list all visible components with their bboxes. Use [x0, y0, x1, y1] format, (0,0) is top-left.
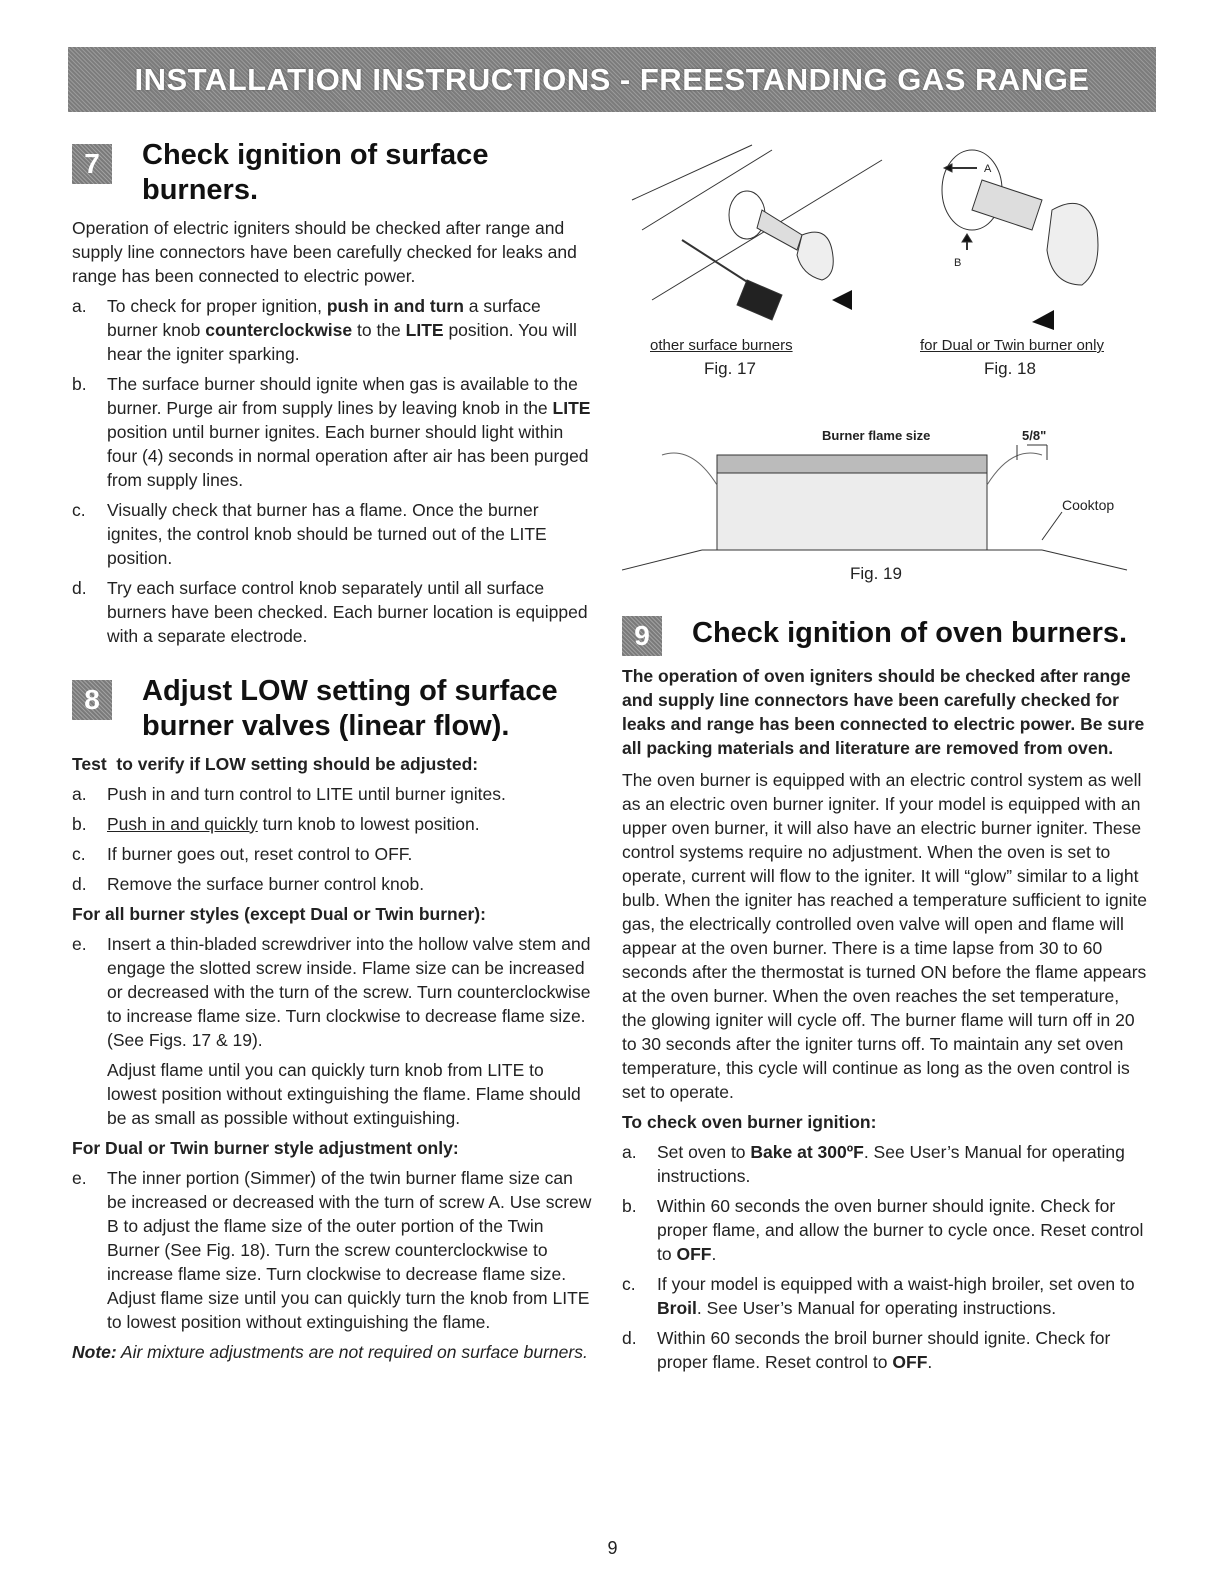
- all-burners-heading: For all burner styles (except Dual or Twin burner):: [72, 904, 486, 924]
- item-text: [657, 1326, 1147, 1374]
- bold-run: LITE: [405, 320, 444, 340]
- item-label: c.: [72, 500, 86, 520]
- item-text: If burner goes out, reset control to OFF.: [107, 844, 413, 864]
- text-run: Set oven to: [657, 1142, 751, 1162]
- oven-item-b: [622, 1194, 1147, 1266]
- oven-item-c: [622, 1272, 1147, 1320]
- section-8-heading: [72, 674, 592, 744]
- oven-item-d: [622, 1326, 1147, 1374]
- text-run: .: [927, 1352, 933, 1372]
- fig-17-caption: Fig. 17: [704, 359, 756, 378]
- text-run: The surface burner should ignite when gas is available to the burner. Purge air from supply lines by leaving knob in the: [107, 374, 578, 418]
- item-text: [657, 1194, 1147, 1266]
- test-heading: Test to verify if LOW setting should be adjusted:: [72, 754, 479, 774]
- page-banner: [68, 47, 1156, 112]
- test-item-a: [72, 782, 592, 806]
- section-9-title: Check ignition of oven burners.: [692, 617, 1128, 649]
- all-burners-item-e: [72, 932, 592, 1052]
- section-8-number: 8: [72, 680, 112, 720]
- item-text: [107, 294, 592, 366]
- figures-area: [622, 140, 1142, 600]
- underlined-run: Push in and quickly: [107, 814, 258, 834]
- text-run: position. You will hear the igniter sparking.: [107, 320, 577, 364]
- item-text: Remove the surface burner control knob.: [107, 874, 425, 894]
- text-run: If your model is equipped with a waist-high broiler, set oven to: [657, 1274, 1135, 1294]
- item-text: [657, 1272, 1147, 1320]
- test-item-b: [72, 812, 592, 836]
- dual-burner-heading: For Dual or Twin burner style adjustment only:: [72, 1138, 459, 1158]
- item-label: b.: [72, 814, 87, 834]
- item-label: b.: [622, 1196, 637, 1216]
- text-run: to the: [352, 320, 406, 340]
- item-text: Visually check that burner has a flame. Once the burner ignites, the control knob should be turned out of the LITE position.: [107, 500, 547, 568]
- section-9-body: The oven burner is equipped with an electric control system as well as an electric oven burner igniter. If your model is equipped with an upper oven burner, it will also have an electric burner igniter. These control systems require no adjustment. When the oven is set to operate, current will flow to the igniter. It will “glow” similar to a light bulb. When the igniter has reached a temperature sufficient to ignite gas, the electrically controlled oven valve will open and flame will appear at the oven burner. There is a time lapse from 30 to 60 seconds after the thermostat is turned ON before the flame appears at the oven burner. When the oven reaches the set temperature, the glowing igniter will cycle off. The burner flame will turn off in 20 to 30 seconds after the igniter turns off. To maintain any set oven temperature, this cycle will continue as long as the oven control is set to operate.: [622, 770, 1147, 1102]
- page-number: 9: [607, 1538, 618, 1558]
- item-label: c.: [72, 844, 86, 864]
- section-7-number: 7: [72, 144, 112, 184]
- fig-19-illustration: [622, 445, 1127, 570]
- item-text: [107, 372, 592, 492]
- text-run: position until burner ignites. Each burner should light within four (4) seconds in normal operation after air has been purged from supply lines.: [107, 422, 589, 490]
- text-run: . See User’s Manual for operating instructions.: [696, 1298, 1057, 1318]
- test-item-d: [72, 872, 592, 896]
- text-run: turn knob to lowest position.: [257, 814, 480, 834]
- item-label: d.: [622, 1328, 637, 1348]
- text-run: Within 60 seconds the broil burner should ignite. Check for proper flame. Reset control to: [657, 1328, 1111, 1372]
- bold-run: Bake at 300ºF: [750, 1142, 864, 1162]
- item-label: c.: [622, 1274, 636, 1294]
- text-run: Within 60 seconds the oven burner should ignite. Check for proper flame, and allow the burner to cycle once. Reset control to: [657, 1196, 1144, 1264]
- section-7-item-a: [72, 294, 592, 366]
- flame-size-value: 5/8": [1022, 428, 1047, 443]
- section-7-heading: [72, 138, 592, 208]
- bold-run: Broil: [657, 1298, 697, 1318]
- section-7-intro: Operation of electric igniters should be checked after range and supply line connectors have been carefully checked for leaks and range has been connected to electric power.: [72, 218, 577, 286]
- fig-19-caption: Fig. 19: [850, 564, 902, 583]
- bold-run: LITE: [552, 398, 591, 418]
- section-7-item-c: [72, 498, 592, 570]
- oven-item-a: [622, 1140, 1147, 1188]
- item-text: [657, 1140, 1147, 1188]
- section-7-title: Check ignition of surface burners.: [142, 139, 489, 206]
- item-text: Push in and turn control to LITE until burner ignites.: [107, 784, 506, 804]
- item-text: The inner portion (Simmer) of the twin burner flame size can be increased or decreased with the turn of screw A. Use screw B to adjust the flame size of the outer portion of the Twin Burner (See Fig. 18). Turn the screw counterclockwise to increase flame size. Turn clockwise to decrease flame size. Adjust flame size until you can quickly turn the knob from LITE to lowest position without extinguishing the flame.: [107, 1168, 592, 1332]
- fig-18-label-b: B: [954, 257, 962, 269]
- item-label: a.: [72, 296, 87, 316]
- banner-title: INSTALLATION INSTRUCTIONS - FREESTANDING GAS RANGE: [134, 61, 1090, 97]
- oven-check-heading: To check oven burner ignition:: [622, 1112, 877, 1132]
- item-text: Try each surface control knob separately until all surface burners have been checked. Each burner location is equipped with a separate electrode.: [107, 578, 588, 646]
- section-9-heading: [622, 610, 1147, 656]
- fig-18-illustration: [942, 150, 1098, 285]
- flame-size-label: Burner flame size: [822, 428, 931, 443]
- text-run: . See User’s Manual for operating instructions.: [657, 1142, 1125, 1186]
- section-9-number: 9: [622, 616, 662, 656]
- section-9-intro: The operation of oven igniters should be checked after range and supply line connectors have been carefully checked for leaks and range has been connected to electric power. Be sure all packing materials and literature are removed from oven.: [622, 666, 1145, 758]
- fig-18-caption: Fig. 18: [984, 359, 1036, 378]
- cooktop-label: Cooktop: [1062, 497, 1115, 513]
- item-label: e.: [72, 1168, 87, 1188]
- bold-run: OFF: [676, 1244, 712, 1264]
- item-label: d.: [72, 578, 87, 598]
- item-label: b.: [72, 374, 87, 394]
- right-column: [622, 610, 1147, 1380]
- note-text: Air mixture adjustments are not required on surface burners.: [116, 1342, 588, 1362]
- bold-run: push in and turn: [326, 296, 464, 316]
- section-7-item-d: [72, 576, 592, 648]
- text-run: a surface burner knob: [107, 296, 541, 340]
- item-text: Insert a thin-bladed screwdriver into the hollow valve stem and engage the slotted screw inside. Flame size can be increased or decreased with the turn of the screw. Turn counterclockwise to increase flame size. Turn clockwise to decrease flame size. (See Figs. 17 & 19).: [107, 934, 591, 1050]
- fig-18-arrow-icon: [1032, 310, 1054, 330]
- item-label: d.: [72, 874, 87, 894]
- item-label: a.: [72, 784, 87, 804]
- fig-18-label-a: A: [984, 163, 992, 175]
- fig-18-caption-link: for Dual or Twin burner only: [920, 337, 1104, 354]
- figures-illustration: [622, 140, 1142, 600]
- text-run: .: [711, 1244, 717, 1264]
- section-8-title: Adjust LOW setting of surface burner valves (linear flow).: [142, 675, 558, 742]
- fig-17-arrow-icon: [832, 290, 852, 310]
- bold-run: OFF: [892, 1352, 928, 1372]
- bold-run: counterclockwise: [205, 320, 353, 340]
- all-burners-followup: Adjust flame until you can quickly turn knob from LITE to lowest position without extinguishing the flame. Flame should be as small as possible without extinguishing.: [107, 1060, 581, 1128]
- item-text: [107, 812, 592, 836]
- test-item-c: [72, 842, 592, 866]
- note: [72, 1340, 592, 1364]
- section-7-item-b: [72, 372, 592, 492]
- item-label: a.: [622, 1142, 637, 1162]
- dual-burner-item-e: [72, 1166, 592, 1334]
- text-run: To check for proper ignition,: [107, 296, 327, 316]
- fig-17-caption-link: other surface burners: [650, 337, 793, 354]
- note-label: Note:: [72, 1342, 117, 1362]
- item-label: e.: [72, 934, 87, 954]
- left-column: [72, 138, 592, 1364]
